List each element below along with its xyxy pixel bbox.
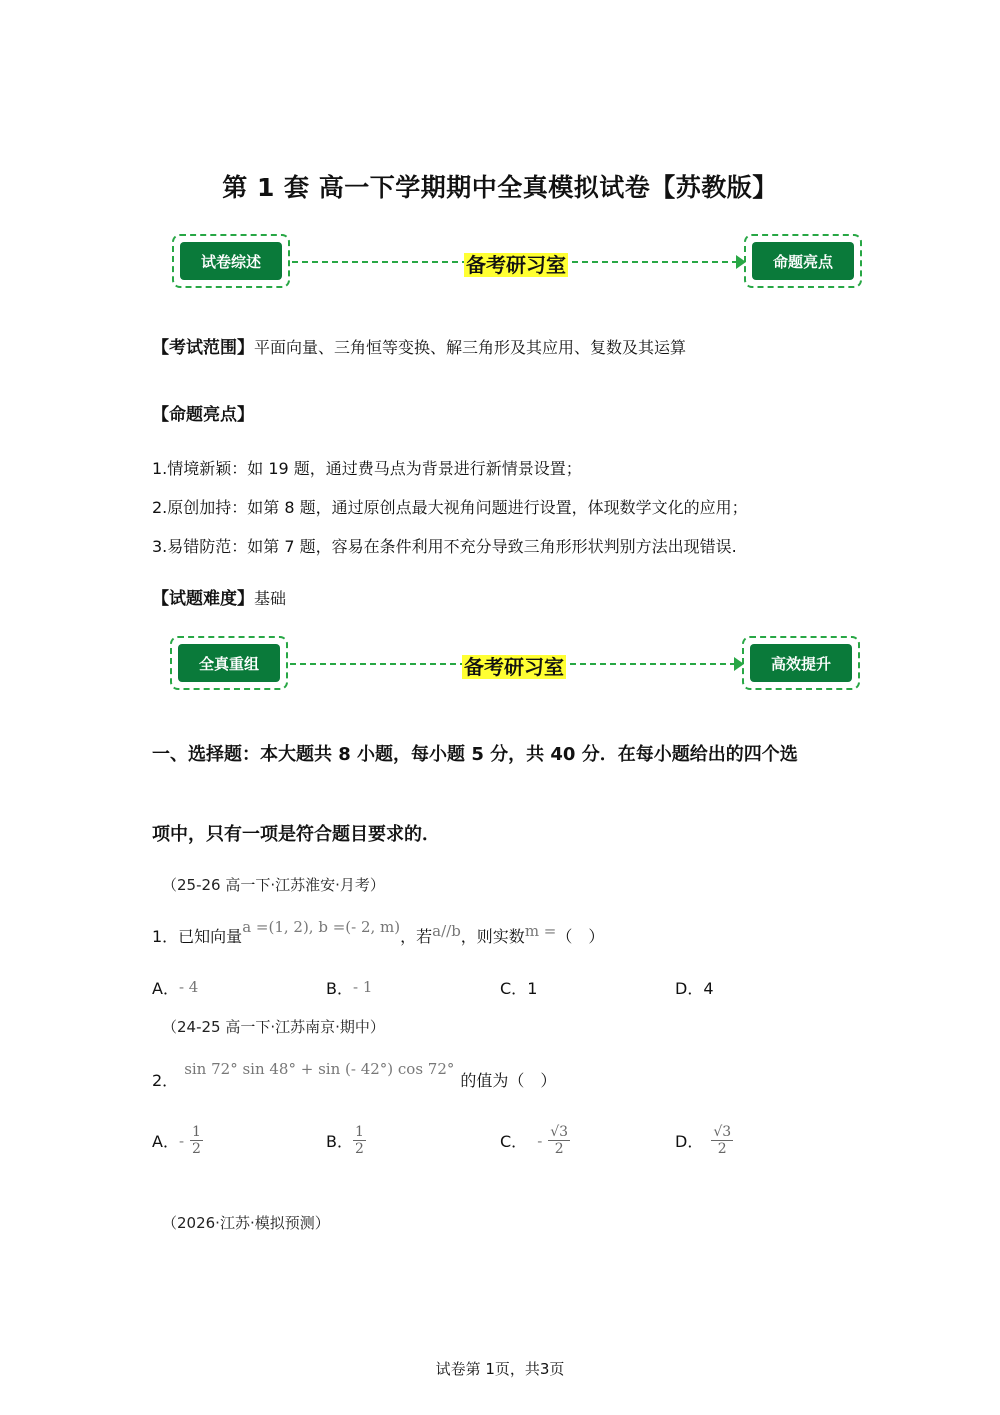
improve-label: 高效提升 <box>750 644 852 682</box>
difficulty-label: 【试题难度】 <box>152 589 254 609</box>
fraction-numerator: √3 <box>550 1124 569 1140</box>
option-label: C． <box>500 1132 528 1151</box>
option-fraction <box>353 1124 366 1157</box>
option-label: D． <box>675 979 704 998</box>
option-label: D． <box>675 1132 704 1151</box>
fraction-numerator: 1 <box>354 1124 364 1140</box>
fraction-denominator: 2 <box>192 1141 201 1157</box>
q1-paren: （ ） <box>556 927 605 946</box>
fraction-denominator: 2 <box>717 1141 727 1157</box>
q1-source: （25-26 高一下·江苏淮安·月考） <box>162 876 385 894</box>
highlights-heading: 【命题亮点】 <box>152 405 254 425</box>
highlight-item-2: 2.原创加持：如第 8 题，通过原创点最大视角问题进行设置，体现数学文化的应用； <box>152 498 748 517</box>
overview-label: 试卷综述 <box>180 242 282 280</box>
option-value: - 1 <box>352 978 373 996</box>
banner-overview <box>170 234 862 292</box>
q1-condition: a//b <box>432 922 461 940</box>
option-value: 1 <box>527 979 538 998</box>
q2-option-d <box>675 1124 733 1157</box>
q1-tail: ，则实数 <box>460 927 525 946</box>
option-value: - 4 <box>178 978 199 996</box>
q1-mid: ，若 <box>400 927 433 946</box>
fraction-numerator: √3 <box>713 1124 732 1140</box>
difficulty <box>152 584 286 609</box>
exam-scope-label: 【考试范围】 <box>152 338 254 358</box>
q1-option-c <box>500 976 537 999</box>
highlights-box <box>744 234 862 288</box>
option-sign: - <box>537 1131 543 1150</box>
exam-scope-text: 平面向量、三角恒等变换、解三角形及其应用、复数及其运算 <box>254 338 687 357</box>
q2-expr: sin 72° sin 48° + sin (- 42°) cos 72° <box>184 1060 455 1078</box>
q1-option-b <box>326 976 372 999</box>
banner-features <box>168 636 860 694</box>
q2-option-b <box>326 1124 366 1157</box>
q2-stem <box>152 1060 557 1091</box>
option-fraction <box>548 1124 570 1157</box>
option-sign: - <box>178 1131 185 1150</box>
highlight-item-1: 1.情境新颖：如 19 题，通过费马点为背景进行新情景设置； <box>152 459 582 478</box>
highlight-item-3: 3.易错防范：如第 7 题，容易在条件利用不充分导致三角形形状判别方法出现错误. <box>152 537 737 556</box>
option-label: C． <box>500 979 528 998</box>
q2-option-a <box>152 1124 203 1157</box>
fraction-denominator: 2 <box>354 1141 364 1157</box>
q2-number: 2． <box>152 1071 179 1090</box>
highlights-label: 命题亮点 <box>752 242 854 280</box>
option-value: 4 <box>703 979 714 998</box>
q1-vector-expr: a =(1, 2), b =(- 2, m) <box>242 918 401 936</box>
banner-center-label: 备考研习室 <box>464 655 564 679</box>
q1-option-d <box>675 976 714 999</box>
section-heading-line2: 项中，只有一项是符合题目要求的． <box>152 824 440 845</box>
option-label: A． <box>152 1132 179 1151</box>
fraction-denominator: 2 <box>554 1141 564 1157</box>
recombine-label: 全真重组 <box>178 644 280 682</box>
q1-stem <box>152 918 605 947</box>
exam-scope <box>152 333 686 358</box>
q2-tail: 的值为（ ） <box>460 1071 557 1090</box>
option-fraction <box>190 1124 203 1157</box>
q2-source: （24-25 高一下·江苏南京·期中） <box>162 1018 385 1036</box>
q1-number: 1．已知向量 <box>152 927 243 946</box>
option-label: A． <box>152 979 179 998</box>
improve-box <box>742 636 860 690</box>
option-label: B． <box>326 979 353 998</box>
page-footer: 试卷第 1页，共3页 <box>435 1360 565 1378</box>
fraction-numerator: 1 <box>192 1124 201 1140</box>
option-label: B． <box>326 1132 353 1151</box>
section-heading-line1: 一、选择题：本大题共 8 小题，每小题 5 分，共 40 分．在每小题给出的四个选 <box>152 744 798 765</box>
q1-variable: m = <box>524 922 557 940</box>
q3-source: （2026·江苏·模拟预测） <box>162 1214 330 1232</box>
page-title: 第 1 套 高一下学期期中全真模拟试卷【苏教版】 <box>222 173 778 202</box>
q1-option-a <box>152 976 198 999</box>
option-fraction <box>711 1124 733 1157</box>
difficulty-text: 基础 <box>254 589 287 608</box>
banner-center-label: 备考研习室 <box>466 253 566 277</box>
q2-option-c <box>500 1124 570 1157</box>
